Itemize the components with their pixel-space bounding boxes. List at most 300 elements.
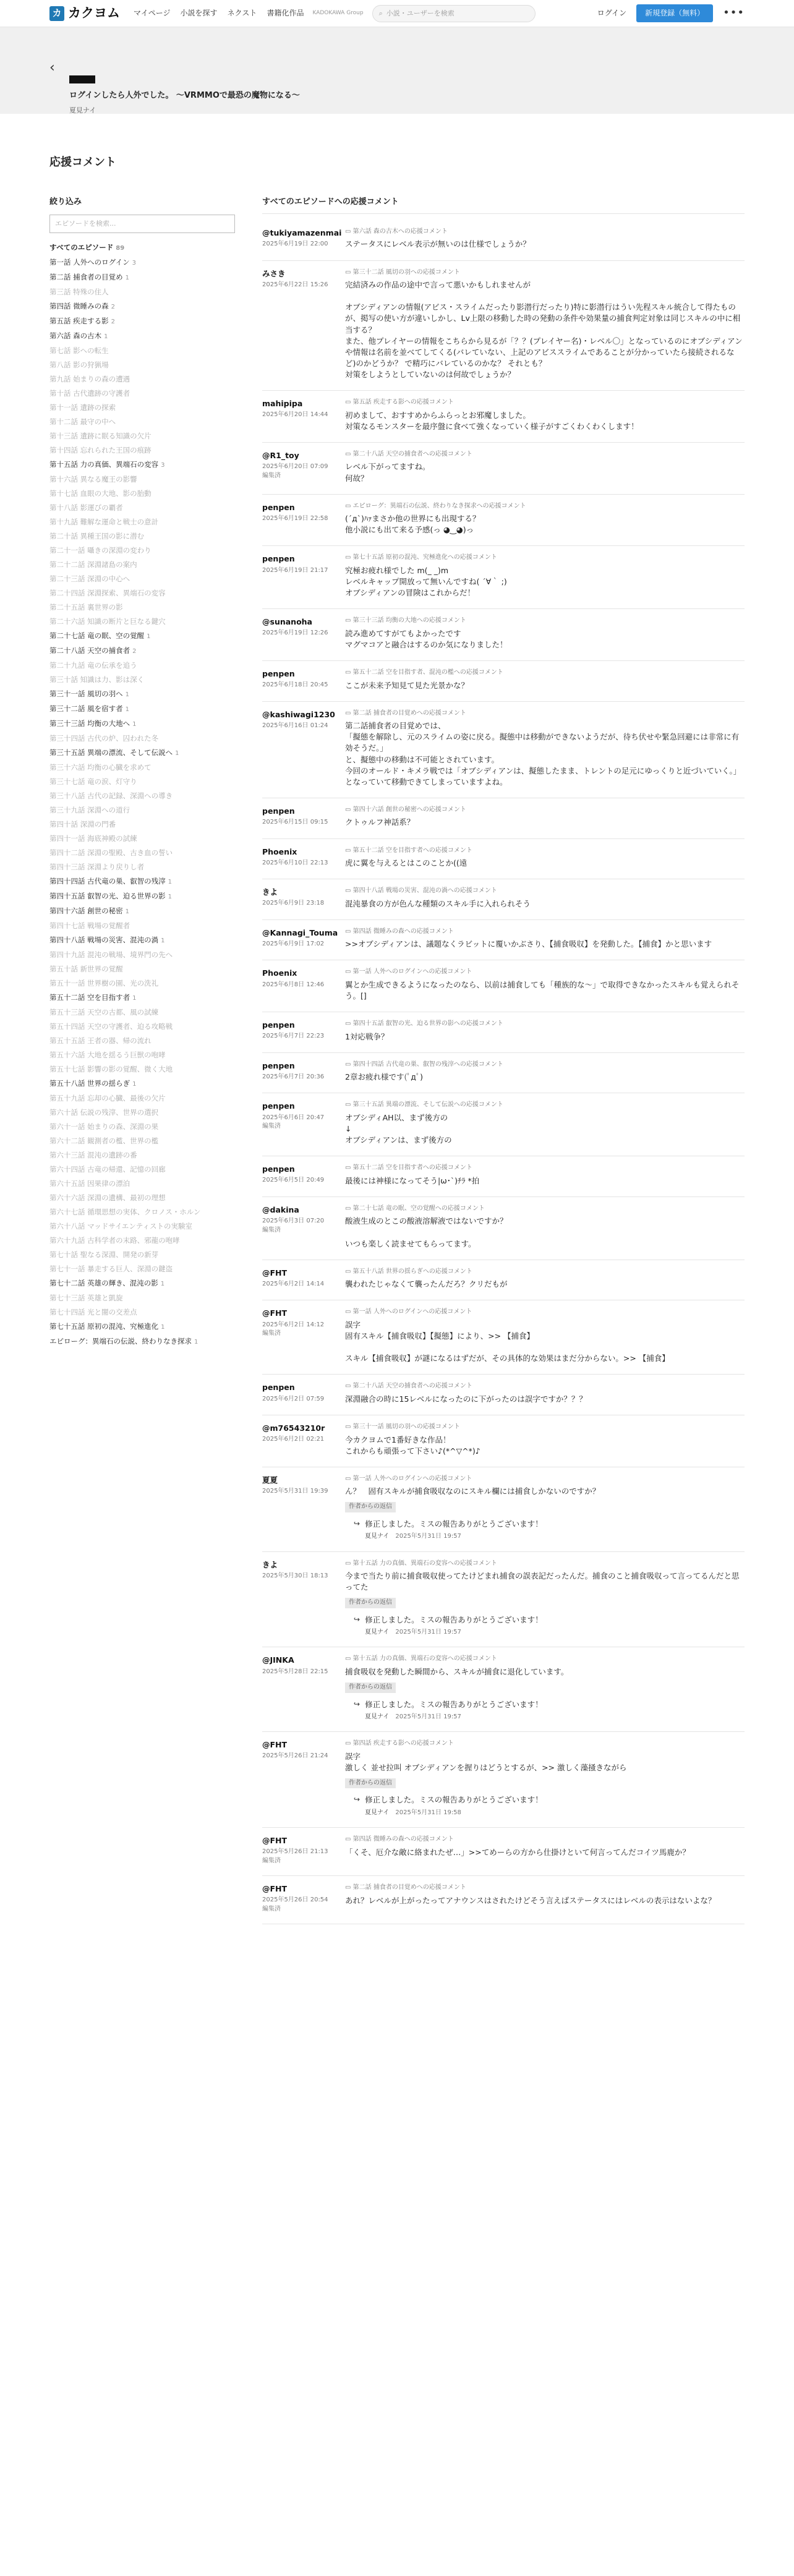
episode-filter-item[interactable] [49, 299, 223, 314]
episode-filter-item[interactable] [49, 1262, 223, 1276]
episode-filter-item[interactable] [49, 761, 223, 775]
comment-user[interactable]: @R1_toy [262, 450, 299, 460]
comment-text: 翼とか生成できるようになったのなら、以前は捕食しても「種族的な～」で取得できなかったスキルも覚えられそう。[] [345, 979, 740, 1001]
comment-user[interactable]: penpen [262, 669, 295, 679]
comment-text: レベル下がってますね。 何故？ [345, 462, 430, 483]
nav-books[interactable]: 書籍化作品 [267, 8, 304, 17]
episode-filter-label: 第三十三話 均衡の大地へ [49, 719, 130, 728]
work-title[interactable]: ログインしたら人外でした。 〜VRMMOで最恐の魔物になる〜 [69, 91, 300, 101]
episode-filter-item[interactable] [49, 904, 223, 919]
comment-item [262, 1300, 745, 1375]
comment-user[interactable]: penpen [262, 1101, 295, 1111]
episode-filter-label: 第五十四話 天空の守護者、迫る攻略戦 [49, 1021, 173, 1031]
episode-filter-item[interactable] [49, 372, 223, 386]
episode-filter-item[interactable] [49, 673, 223, 687]
back-arrow-icon[interactable]: ‹ [49, 60, 55, 75]
episode-filter-label: 第六十五話 因果律の漂泊 [49, 1179, 130, 1188]
comment-episode-title: 第十五話 力の真価、異端石の変容への応援コメント [352, 1559, 497, 1567]
comment-episode-title: 第二十八話 天空の捕食者への応援コメント [352, 1383, 472, 1390]
comment-user[interactable]: penpen [262, 554, 295, 564]
comment-meta [262, 887, 345, 910]
episode-filter-item[interactable] [49, 429, 223, 443]
episode-filter-item[interactable] [49, 487, 223, 501]
comment-body [345, 268, 745, 381]
comment-user[interactable]: mahipipa [262, 399, 303, 409]
comment-item [262, 1876, 745, 1924]
comment-user[interactable]: penpen [262, 502, 295, 512]
comments-heading: すべてのエピソードへの応援コメント [262, 197, 745, 214]
episode-filter-item[interactable] [49, 285, 223, 299]
comment-episode-title: 第一話 人外へのログインへの応援コメント [352, 968, 472, 976]
comment-date: 2025年6月19日 22:58 [262, 514, 328, 522]
comment-meta [262, 502, 345, 536]
comment-user[interactable]: Phoenix [262, 968, 297, 978]
comment-episode-link[interactable] [345, 1559, 745, 1569]
comment-episode-icon: ▭ [345, 928, 353, 935]
comment-episode-title: 第四十四話 古代竜の巣、叡智の残滓への応援コメント [352, 1060, 503, 1068]
episode-filter-label: 第二十五話 裏世界の影 [49, 602, 123, 612]
episode-filter-count: 1 [175, 749, 179, 757]
comment-user[interactable]: @m76543210r [262, 1423, 325, 1433]
comment-date: 2025年6月9日 17:02 [262, 940, 325, 947]
episode-filter-item[interactable] [49, 832, 223, 846]
comment-episode-link[interactable] [345, 806, 745, 815]
comment-item [262, 546, 745, 609]
episode-filter-item[interactable] [49, 1020, 223, 1034]
episode-filter-item[interactable] [49, 775, 223, 789]
episode-filter-label: 第五十三話 天空の古都、風の試練 [49, 1007, 159, 1017]
comment-episode-link[interactable] [345, 1205, 745, 1214]
episode-filter-count: 1 [132, 994, 137, 1002]
comment-episode-icon: ▭ [345, 502, 353, 510]
episode-filter-label: 第五十話 新世界の覚醒 [49, 964, 123, 973]
login-link[interactable]: ログイン [597, 8, 627, 17]
episode-filter-item[interactable] [49, 255, 223, 270]
comment-body [345, 228, 745, 250]
comment-user[interactable]: @Kannagi_Touma [262, 928, 338, 937]
episode-filter-item[interactable] [49, 817, 223, 832]
comment-episode-icon: ▭ [345, 1060, 353, 1068]
filter-sidebar [49, 197, 235, 1924]
comment-episode-title: 第五話 疾走する影への応援コメント [352, 399, 454, 406]
episode-filter-item[interactable] [49, 329, 223, 344]
comment-item [262, 1828, 745, 1876]
comment-user[interactable]: @FHT [262, 1884, 288, 1894]
comment-episode-link[interactable] [345, 928, 745, 937]
comment-episode-title: 第四話 微睡みの森への応援コメント [352, 1836, 454, 1843]
nav-search-novels[interactable]: 小説を探す [180, 8, 218, 17]
episode-filter-count: 3 [161, 461, 165, 469]
episode-filter-count: 1 [147, 633, 151, 640]
episode-filter-item[interactable] [49, 659, 223, 673]
comment-text: 誤字 固有スキル【捕食吸収】【擬態】により、>> 【捕食】 スキル【捕食吸収】が謎になるはずだが、その具体的な効果はまだ分からない。>> 【捕食】 [345, 1320, 670, 1363]
comment-meta [262, 1308, 345, 1364]
episode-filter-label: 第四十二話 深淵の聖殿、古き血の誓い [49, 848, 173, 857]
site-logo[interactable] [49, 4, 120, 22]
episode-filter-item[interactable] [49, 1077, 223, 1091]
episode-filter-item[interactable] [49, 314, 223, 329]
episode-filter-item[interactable] [49, 270, 223, 285]
comment-body [345, 928, 745, 950]
episode-filter-label: 第十一話 遺跡の探索 [49, 403, 116, 412]
comment-episode-link[interactable] [345, 1060, 745, 1070]
episode-filter-item[interactable] [49, 789, 223, 803]
episode-filter-item[interactable] [49, 962, 223, 976]
comment-meta [262, 1655, 345, 1721]
comment-episode-icon: ▭ [345, 669, 353, 676]
episode-filter-item[interactable] [49, 1205, 223, 1219]
comment-episode-link[interactable] [345, 553, 745, 563]
episode-filter-item[interactable] [49, 1248, 223, 1262]
episode-filter-label: 第四十六話 創世の秘密 [49, 906, 123, 915]
episode-filter-item[interactable] [49, 529, 223, 544]
comment-text: 深淵融合の時に15レベルになったのに下がったのは誤字ですか？？？ [345, 1394, 587, 1404]
comment-episode-link[interactable] [345, 847, 745, 856]
comment-body [345, 1835, 745, 1866]
nav-mypage[interactable]: マイページ [134, 8, 171, 17]
episode-filter-label: 第十七話 血眼の大地、影の胎動 [49, 488, 152, 498]
episode-filter-item[interactable] [49, 889, 223, 904]
episode-filter-item[interactable] [49, 501, 223, 515]
episode-filter-item[interactable] [49, 515, 223, 529]
episode-filter-item[interactable] [49, 586, 223, 600]
episode-filter-item[interactable] [49, 443, 223, 458]
comment-meta [262, 847, 345, 869]
comment-episode-link[interactable] [345, 1835, 745, 1845]
episode-filter-label: 第二十二話 深淵諸島の案内 [49, 560, 137, 569]
comment-item [262, 1053, 745, 1094]
comment-meta [262, 1060, 345, 1083]
episode-filter-all-count: 89 [116, 244, 125, 252]
author-reply-text: 修正しました。ミスの報告ありがとうございます！ [365, 1614, 543, 1624]
comment-meta [262, 1020, 345, 1043]
episode-filter-label: 第十六話 異なる魔王の影響 [49, 474, 137, 484]
episode-filter-item[interactable] [49, 746, 223, 761]
episode-filter-all[interactable] [49, 241, 223, 255]
episode-filter-label: 第十話 古代遺跡の守護者 [49, 388, 130, 398]
comment-date: 2025年6月20日 07:09 [262, 463, 328, 471]
comment-date: 2025年6月15日 09:15 [262, 819, 328, 826]
comment-edited: 編集済 [262, 1123, 281, 1130]
comment-user[interactable]: @JINKA [262, 1655, 294, 1665]
comment-text: ステータスにレベル表示が無いのは仕様でしょうか？ [345, 239, 531, 249]
comment-episode-link[interactable] [345, 450, 745, 459]
episode-filter-item[interactable] [49, 386, 223, 401]
comment-item [262, 798, 745, 839]
comment-item [262, 879, 745, 920]
author-reply-author[interactable]: 夏見ナイ [365, 1628, 390, 1636]
comment-body [345, 1268, 745, 1290]
comment-date: 2025年6月2日 07:59 [262, 1395, 325, 1402]
comment-user[interactable]: @dakina [262, 1205, 299, 1214]
comment-user[interactable]: みさき [262, 268, 286, 278]
author-reply-content [365, 1519, 543, 1542]
comment-episode-link[interactable] [345, 502, 745, 511]
episode-filter-item[interactable] [49, 600, 223, 615]
episode-filter-item[interactable] [49, 1276, 223, 1291]
episode-filter-label: 第四十八話 戦場の災害、混沌の渦 [49, 935, 159, 944]
kadokawa-group: KADOKAWA Group [312, 9, 364, 16]
comment-edited: 編集済 [262, 1905, 281, 1913]
comment-item [262, 1260, 745, 1301]
author-reply-author[interactable]: 夏見ナイ [365, 1713, 390, 1720]
nav-next[interactable]: ネクスト [227, 8, 257, 17]
comment-user[interactable]: きよ [262, 887, 278, 897]
comment-episode-link[interactable] [345, 228, 745, 237]
comment-date: 2025年5月31日 19:39 [262, 1487, 328, 1495]
comment-text: 第二話捕食者の目覚めでは、 「擬態を解除し、元のスライムの姿に戻る。擬態中は移動ができないようだが、待ち伏せや緊急回避には非常に有効そうだ。」 と、擬態中の移動は不可能とされています。 今回のオールド・キメラ戦では「オブシディアンは、擬態したまま、トレントの足元にゆっくりと近づいていく。」となっていて移動できてしまっていますよね。 [345, 721, 741, 787]
comment-user[interactable]: penpen [262, 1020, 295, 1030]
episode-filter-item[interactable] [49, 458, 223, 472]
episode-filter-item[interactable] [49, 717, 223, 731]
comment-episode-link[interactable] [345, 709, 745, 719]
episode-filter-all-label: すべてのエピソード [49, 242, 114, 252]
comment-meta [262, 1475, 345, 1542]
reply-arrow-icon: ↪ [354, 1614, 361, 1624]
episode-filter-label: 第五十六話 大地を揺るう巨獣の咆哮 [49, 1050, 166, 1059]
episode-filter-item[interactable] [49, 1048, 223, 1062]
comment-item [262, 920, 745, 961]
episode-filter-item[interactable] [49, 846, 223, 860]
episode-filter-item[interactable] [49, 1305, 223, 1320]
comment-text: 究極お疲れ様でした m(_ _)m レベルキャップ開放って無いんですね( ´∀｀ ;) オブシディアンの冒険はこれからだ！ [345, 565, 507, 598]
episode-filter-label: 第七十話 聖なる深淵、開発の新芽 [49, 1250, 159, 1259]
comment-user[interactable]: 夏夏 [262, 1475, 278, 1485]
comment-user[interactable]: penpen [262, 806, 295, 816]
filter-heading: 絞り込み [49, 197, 82, 207]
comment-text: 1対応戦争？ [345, 1031, 389, 1041]
episode-filter-item[interactable] [49, 1091, 223, 1106]
episode-filter-label: 第三話 特殊の住人 [49, 287, 109, 296]
comment-episode-icon: ▭ [345, 1020, 353, 1028]
comment-episode-link[interactable] [345, 668, 745, 678]
comment-episode-title: 第五十二話 空を目指す者への応援コメント [352, 1164, 472, 1172]
comment-episode-title: 第五十二話 空を目指す者、混沌の檻への応援コメント [352, 669, 503, 676]
search-input[interactable] [372, 5, 536, 22]
episode-filter-item[interactable] [49, 1191, 223, 1205]
episode-filter-item[interactable] [49, 629, 223, 644]
episode-filter-count: 1 [161, 1323, 165, 1331]
episode-filter-item[interactable] [49, 702, 223, 717]
comment-user[interactable]: @FHT [262, 1308, 288, 1318]
comment-item [262, 609, 745, 661]
comment-body [345, 398, 745, 432]
episode-filter-label: 第七十四話 光と闇の交差点 [49, 1307, 137, 1316]
page-title: 応援コメント [49, 156, 116, 169]
comment-episode-link[interactable] [345, 398, 745, 407]
comment-user[interactable]: @FHT [262, 1740, 288, 1750]
episode-filter-item[interactable] [49, 731, 223, 746]
comment-episode-icon: ▭ [345, 1836, 353, 1843]
comment-episode-title: 第一話 人外へのログインへの応援コメント [352, 1475, 472, 1482]
comment-item [262, 261, 745, 391]
episode-filter-label: 第七十二話 英雄の輝き、混沌の影 [49, 1278, 158, 1287]
comment-episode-icon: ▭ [345, 1268, 353, 1275]
comment-user[interactable]: Phoenix [262, 847, 297, 856]
episode-filter-label: 第五十一話 世界樹の園、光の洗礼 [49, 978, 159, 987]
comment-episode-icon: ▭ [345, 1423, 353, 1431]
comments-main [262, 197, 745, 1924]
episode-filter-item[interactable] [49, 1162, 223, 1177]
comment-episode-link[interactable] [345, 1101, 745, 1110]
comment-episode-link[interactable] [345, 1475, 745, 1484]
episode-filter-item[interactable] [49, 1334, 223, 1349]
comment-episode-icon: ▭ [345, 1740, 353, 1747]
episode-search-input[interactable] [49, 215, 235, 233]
comment-episode-link[interactable] [345, 1655, 745, 1664]
episode-filter-item[interactable] [49, 615, 223, 629]
comment-meta [262, 1883, 345, 1914]
episode-filter-count: 1 [132, 1080, 137, 1088]
comment-date: 2025年6月19日 21:17 [262, 566, 328, 574]
comment-date: 2025年6月3日 07:20 [262, 1218, 325, 1225]
episode-filter-item[interactable] [49, 415, 223, 429]
comment-text: 完結済みの作品の途中で言って悪いかもしれませんが オブシディアンの情報(アビス・スライムだったり影潜行だったり)特に影潜行はうい先程スキル統合して得たものが、掲写の使い方が違いしかし、Lv上限の移動した時の発動の条件や効果量の捕食判定対象は同じスキルの中に相当する？ また、他プレイヤーの情報をこちらから見るが「？？(プレイヤー名)・レベル〇」となっているのにオブシディアンや情報は名前を並べてしてくる(バレていない、上記のアビススライムであることが分かっていたら接続されるなど)のかどうか？ で精巧にバレているのかな？ それとも？ 対策をしようとしていないのは何故でしょうか？ [345, 280, 743, 380]
comment-date: 2025年6月2日 14:12 [262, 1321, 325, 1328]
episode-filter-label: 第五十九話 忘却の心臓、最後の欠片 [49, 1093, 166, 1102]
episode-filter-label: 第三十七話 竜の涙、灯守り [49, 777, 137, 786]
comment-text: ん？ 固有スキルが捕食吸収なのにスキル欄には捕食しかないのですか？ [345, 1486, 600, 1496]
episode-filter-item[interactable] [49, 572, 223, 586]
comment-user[interactable]: @kashiwagi1230 [262, 709, 335, 719]
episode-filter-item[interactable] [49, 976, 223, 991]
comment-user[interactable]: @tukiyamazenmai [262, 228, 342, 237]
author-reply-author[interactable]: 夏見ナイ [365, 1533, 390, 1540]
comment-user[interactable]: きよ [262, 1559, 278, 1569]
comment-episode-title: 第七十五話 原初の混沌、究極進化への応援コメント [352, 554, 497, 561]
comment-user[interactable]: @sunanoha [262, 617, 312, 627]
comment-body [345, 1655, 745, 1721]
episode-filter-item[interactable] [49, 919, 223, 933]
episode-filter-item[interactable] [49, 991, 223, 1005]
episode-filter-item[interactable] [49, 1005, 223, 1020]
comment-episode-title: 第一話 人外へのログインへの応援コメント [352, 1308, 472, 1316]
comment-episode-title: 第三十三話 均衡の大地への応援コメント [352, 617, 466, 625]
comment-episode-link[interactable] [345, 1164, 745, 1173]
episode-filter-item[interactable] [49, 948, 223, 962]
episode-filter-item[interactable] [49, 344, 223, 358]
comment-episode-link[interactable] [345, 1423, 745, 1432]
comment-episode-link[interactable] [345, 1739, 745, 1749]
episode-filter-item[interactable] [49, 1234, 223, 1248]
author-reply-text: 修正しました。ミスの報告ありがとうございます！ [365, 1699, 543, 1709]
work-label [69, 75, 95, 83]
episode-filter-item[interactable] [49, 1320, 223, 1334]
episode-filter-item[interactable] [49, 803, 223, 817]
comment-episode-title: 第二十七話 竜の眠、空の覚醒への応援コメント [352, 1205, 485, 1212]
episode-filter-item[interactable] [49, 358, 223, 372]
episode-filter-label: 第二十話 異種王国の影に潜む [49, 531, 145, 540]
more-menu-icon[interactable]: ••• [723, 6, 745, 20]
episode-filter-label: 第四十話 深淵の門番 [49, 819, 116, 829]
episode-filter-item[interactable] [49, 472, 223, 487]
comment-meta [262, 1835, 345, 1866]
author-reply-meta [365, 1713, 543, 1722]
episode-filter-item[interactable] [49, 401, 223, 415]
work-author[interactable]: 夏見ナイ [69, 106, 96, 115]
comment-meta [262, 1739, 345, 1817]
episode-filter-label: 第六十話 伝説の残滓、世界の選択 [49, 1107, 159, 1117]
comment-episode-link[interactable] [345, 1020, 745, 1029]
episode-filter-item[interactable] [49, 874, 223, 889]
comment-item [262, 1156, 745, 1197]
comment-text: クトゥルフ神話系？ [345, 817, 415, 827]
comment-episode-link[interactable] [345, 1268, 745, 1277]
episode-filter-item[interactable] [49, 1120, 223, 1134]
comment-episode-icon: ▭ [345, 1475, 353, 1482]
episode-filter-count: 1 [161, 937, 165, 944]
episode-filter-item[interactable] [49, 687, 223, 702]
comment-episode-link[interactable] [345, 887, 745, 896]
comment-date: 2025年6月2日 14:14 [262, 1280, 325, 1287]
comment-episode-link[interactable] [345, 1883, 745, 1893]
comment-body [345, 1883, 745, 1914]
comment-text: 今まで当たり前に捕食吸収使ってたけどまれ捕食の誤表記だったんだ。捕食のこと捕食吸収って言ってるんだと思ってた [345, 1571, 740, 1592]
episode-filter-item[interactable] [49, 1134, 223, 1148]
comment-body [345, 1164, 745, 1187]
episode-filter-item[interactable] [49, 644, 223, 659]
comment-episode-icon: ▭ [345, 968, 353, 976]
comment-episode-link[interactable] [345, 616, 745, 626]
episode-filter-item[interactable] [49, 558, 223, 572]
episode-filter-item[interactable] [49, 1177, 223, 1191]
episode-filter-item[interactable] [49, 1148, 223, 1162]
comment-item [262, 1197, 745, 1260]
comment-user[interactable]: @FHT [262, 1836, 288, 1846]
episode-filter-item[interactable] [49, 544, 223, 558]
comment-user[interactable]: penpen [262, 1383, 295, 1392]
comment-date: 2025年6月18日 20:45 [262, 681, 328, 689]
comment-body [345, 553, 745, 599]
comment-episode-link[interactable] [345, 1382, 745, 1391]
comment-body [345, 709, 745, 788]
comment-episode-icon: ▭ [345, 1205, 353, 1212]
comment-meta [262, 553, 345, 599]
comment-episode-icon: ▭ [345, 887, 353, 895]
comment-episode-icon: ▭ [345, 847, 353, 854]
comment-episode-link[interactable] [345, 968, 745, 977]
episode-filter-item[interactable] [49, 1062, 223, 1077]
comment-episode-link[interactable] [345, 1308, 745, 1317]
episode-filter-count: 2 [111, 303, 116, 310]
comment-episode-icon: ▭ [345, 399, 353, 406]
comment-text: ここが未来予知見て見た光景かな？ [345, 680, 469, 690]
episode-filter-count: 1 [125, 691, 130, 698]
comment-meta [262, 968, 345, 1002]
comment-text: 捕食吸収を発動した瞬間から、スキルが捕食に退化しています。 [345, 1666, 569, 1676]
comment-episode-link[interactable] [345, 268, 745, 278]
episode-filter-item[interactable] [49, 1034, 223, 1048]
episode-filter-item[interactable] [49, 860, 223, 874]
episode-filter-item[interactable] [49, 1106, 223, 1120]
comment-body [345, 668, 745, 691]
comment-edited: 編集済 [262, 472, 281, 479]
comment-item [262, 1647, 745, 1732]
comment-meta [262, 450, 345, 484]
comment-user[interactable]: penpen [262, 1164, 295, 1174]
register-button[interactable]: 新規登録（無料） [636, 4, 713, 22]
author-reply-author[interactable]: 夏見ナイ [365, 1809, 390, 1816]
episode-filter-item[interactable] [49, 933, 223, 948]
comment-user[interactable]: penpen [262, 1060, 295, 1070]
comment-user[interactable]: @FHT [262, 1268, 288, 1277]
episode-filter-label: 第七十一話 暴走する巨人、深淵の鍵盗 [49, 1264, 173, 1273]
episode-filter-label: 第六十三話 混沌の遺跡の番 [49, 1150, 137, 1159]
episode-filter-item[interactable] [49, 1219, 223, 1234]
episode-filter-item[interactable] [49, 1291, 223, 1305]
comment-meta [262, 1101, 345, 1146]
episode-filter-count: 1 [194, 1338, 198, 1346]
